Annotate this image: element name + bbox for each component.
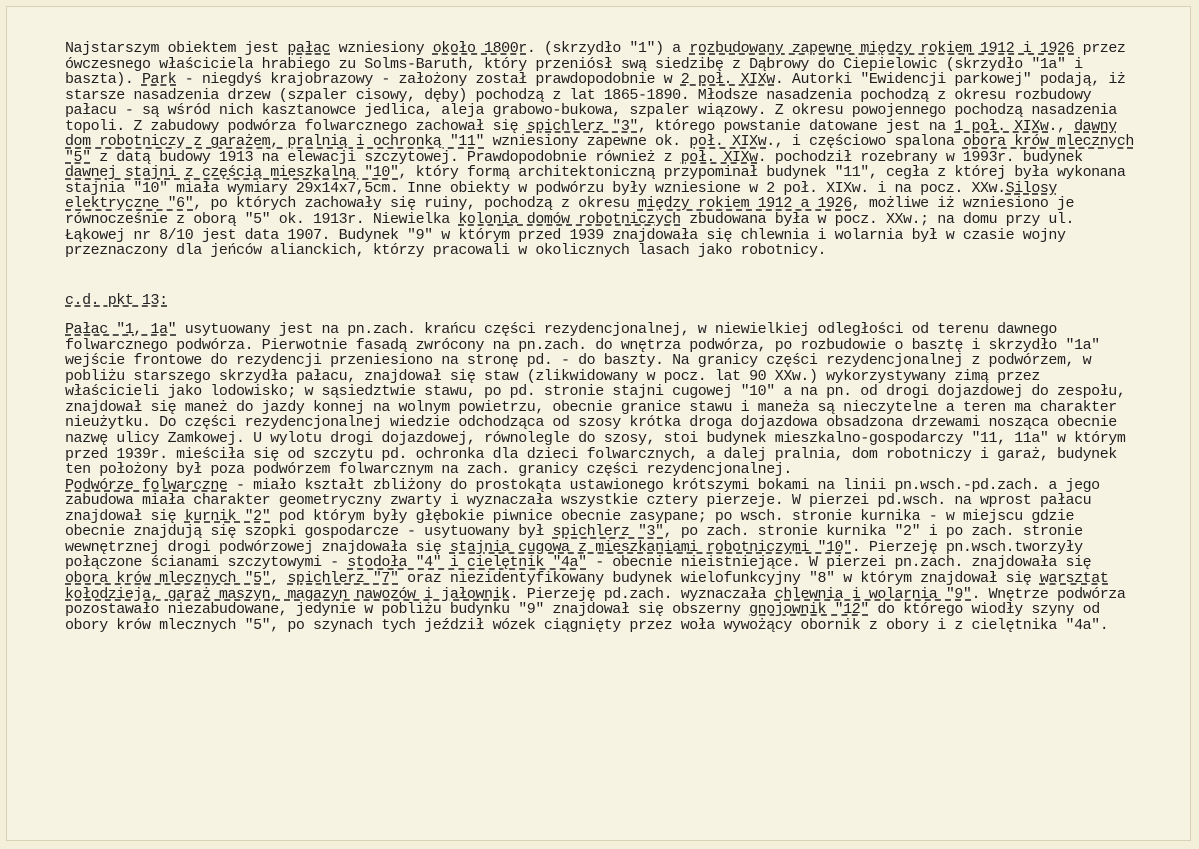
underlined-text: 1 poł. XIXw: [954, 117, 1049, 135]
text-run: wzniesiony: [330, 40, 433, 57]
section-header: [65, 293, 1135, 309]
text-run: Najstarszym obiektem jest: [65, 40, 288, 57]
text-run: . Pierzeję pd.zach. wyznaczała: [509, 585, 775, 603]
paragraph-farmyard: [65, 478, 1135, 633]
paper-sheet: [6, 6, 1191, 841]
underlined-text: obora krów mlecznych "5": [65, 569, 271, 587]
section-header-text: c.d. pkt 13:: [65, 291, 168, 309]
underlined-text: chlewnia i wolarnia "9": [774, 585, 972, 603]
text-run: . pochodził rozebrany w 1993r. budynek: [757, 148, 1083, 166]
underlined-text: spichlerz "7": [287, 569, 399, 587]
text-run: przez ówczesnego właściciela hrabiego zu Solms-Baruth, który przeniósł swą siedzibę z Dąbrowy do Ciepielowic (skrzydło "1a" i baszta).: [65, 40, 1126, 89]
text-run: .,: [1048, 117, 1075, 135]
text-run: wzniesiony zapewne ok.: [484, 133, 690, 151]
typed-page: [65, 41, 1135, 633]
text-run: - obecnie nieistniejące. W pierzei pn.zach. znajdowała się: [586, 554, 1092, 572]
paragraph-gap: [65, 259, 1135, 293]
underlined-text: kolonia domów robotniczych: [458, 211, 681, 229]
text-run: oraz niezidentyfikowany budynek wielofunkcyjny "8" w którym znajdował się: [398, 569, 1040, 587]
underlined-text: kurnik "2": [184, 507, 271, 525]
underlined-text: Podwórze folwarczne: [65, 476, 228, 494]
underlined-text: poł. XIXw: [689, 133, 767, 151]
underlined-text: rozbudowany zapewne między rokiem 1912 i 1926: [689, 40, 1075, 57]
text-run: . Pierzeję pn.wsch.tworzyły połączone ścianami szczytowymi -: [65, 538, 1083, 572]
text-run: . Wnętrze podwórza pozostawało niezabudowane, jedynie w pobliżu budynku "9" znajdował się obszerny: [65, 585, 1126, 619]
underlined-text: warsztat kołodzieja, garaż maszyn, magazyn nawozów i jałownik: [65, 569, 1109, 603]
text-run: , który formą architektoniczną przypominał budynek "11", cegła z której była wykonana stajnia "10" miała wymiary 29x14x7,5cm. Inne obiekty w podwórzu były wzniesione w 2 poł. XIXw. i na pocz. XXw.: [65, 164, 1126, 197]
text-run: z datą budowy 1913 na elewacji szczytowej. Prawdopodobnie również z: [90, 148, 681, 166]
underlined-text: stajnia cugowa z mieszkaniami robotniczymi "10": [449, 538, 852, 556]
underlined-text: gnojownik "12": [749, 601, 869, 619]
text-run: . (skrzydło "1") a: [526, 40, 690, 57]
underlined-text: pałac: [287, 40, 331, 57]
underlined-text: między rokiem 1912 a 1926: [637, 195, 852, 213]
text-run: pod którym były głębokie piwnice obecnie zasypane; po wsch. stronie kurnika - w miejscu gdzie obecnie znajdują się szopki gospodarcze - usytuowany był: [65, 507, 1075, 541]
underlined-text: 2 poł. XIXw: [680, 71, 775, 89]
underlined-text: dawny dom robotniczy z garażem, pralnią i ochronką "11": [65, 117, 1117, 151]
underlined-text: obora krów mlecznych "5": [65, 133, 1134, 166]
text-run: - miało kształt zbliżony do prostokąta ustawionego krótszymi bokami na linii pn.wsch.-pd.zach. a jego zabudowa miała charakter geometryczny zwarty i wyznaczała wszystkie cztery pierzeje. W pierzei pd.wsch. na wprost pałacu znajdował się: [65, 476, 1100, 525]
text-run: ,: [270, 569, 288, 587]
text-run: ., i częściowo spalona: [766, 133, 963, 151]
text-run: - niegdyś krajobrazowy - założony został prawdopodobnie w: [176, 71, 681, 89]
text-run: do którego wiodły szyny od obory krów mlecznych "5", po szynach tych jeździł wózek ciągnięty przez woła wywożący obornik z obory i z cielętnika "4a".: [65, 601, 1109, 634]
paragraph-history: [65, 41, 1135, 259]
underlined-text: dawnej stajni z częścią mieszkalną "10": [65, 164, 399, 182]
text-run: . Autorki "Ewidencji parkowej" podają, iż starsze nasadzenia drzew (szpaler cisowy, dęby) pochodzą z lat 1865-1890. Młodsze nasadzenia pochodzą z okresu rozbudowy pałacu - są wśród nich kasztanowce jedlica, aleja grabowo-bukowa, szpaler wiązowy. Z okresu powojennego pochodzą nasadzenia topoli. Z zabudowy podwórza folwarcznego zachował się: [65, 71, 1126, 135]
underlined-text: Park: [141, 71, 177, 89]
underlined-text: spichlerz "3": [552, 523, 664, 541]
underlined-text: około 1800r: [432, 40, 527, 57]
underlined-text: poł. XIXw: [680, 148, 758, 166]
underlined-text: Silosy elektryczne "6": [65, 179, 1057, 213]
text-run: zbudowana była w pocz. XXw.; na domu przy ul. Łąkowej nr 8/10 jest data 1907. Budynek "9" w którym przed 1939 znajdowała się chlewnia i wolarnia był w czasie wojny przeznaczony dla jeńców alianckich, którzy pracowali w okolicznych lasach jako robotnicy.: [65, 211, 1075, 260]
text-run: , którego powstanie datowane jest na: [637, 117, 955, 135]
text-run: , możliwe iż wzniesiono je równocześnie z oborą "5" ok. 1913r. Niewielka: [65, 195, 1075, 229]
text-run: , po których zachowały się ruiny, pochodzą z okresu: [193, 195, 638, 213]
underlined-text: Pałac "1, 1a": [65, 321, 177, 339]
paragraph-palace: [65, 322, 1135, 477]
underlined-text: stodoła "4" i cielętnik "4a": [347, 554, 587, 572]
text-run: , po zach. stronie kurnika "2" i po zach. stronie wewnętrznej drogi podwórzowej znajdowała się: [65, 523, 1083, 556]
underlined-text: spichlerz "3": [526, 117, 638, 135]
text-run: usytuowany jest na pn.zach. krańcu części rezydencjonalnej, w niewielkiej odległości od terenu dawnego folwarcznego podwórza. Pierwotnie fasadą zwrócony na pn.zach. do wnętrza podwórza, po rozbudowie o basztę i skrzydło "1a" wejście frontowe do rezydencji przeniesiono na stronę pd. - do baszty. Na granicy części rezydencjonalnej z podwórzem, w pobliżu starszego skrzydła pałacu, znajdował się staw (zlikwidowany w pocz. lat 90 XXw.) wykorzystywany zimą przez właścicieli jako lodowisko; w sąsiedztwie stawu, po pd. stronie stajni cugowej "10" a na pn. od drogi dojazdowej do zespołu, znajdował się maneż do jazdy konnej na wolnym powietrzu, obecnie granice stawu i maneża są nieczytelne a teren ma charakter nieużytku. Do części rezydencjonalnej wiedzie odchodząca od szosy krótka droga dojazdowa obsadzona drzewami nosząca obecnie nazwę ulicy Zamkowej. U wylotu drogi dojazdowej, równolegle do szosy, stoi budynek mieszkalno-gospodarczy "11, 11a" w którym przed 1939r. mieściła się od szczytu pd. ochronka dla dzieci folwarcznych, a dalej pralnia, dom robotniczy i garaż, budynek ten położony był poza podwórzem folwarcznym na zach. granicy części rezydencjonalnej.: [65, 321, 1126, 479]
